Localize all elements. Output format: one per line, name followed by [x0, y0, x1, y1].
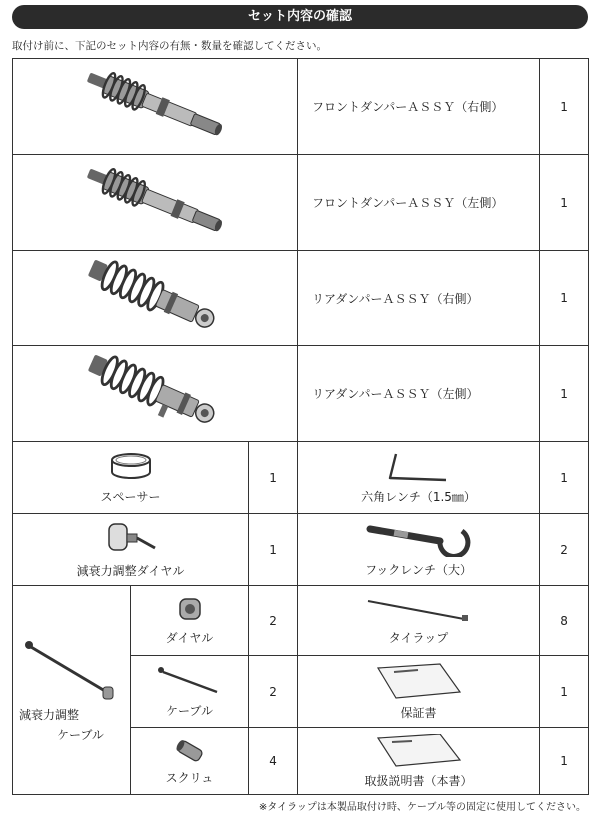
hook-wrench-qty: 2 — [540, 514, 589, 586]
spacer-label: スペーサー — [100, 490, 161, 504]
cable-cell — [131, 656, 249, 728]
table-row — [13, 586, 589, 656]
damper-name: フロントダンパーＡＳＳＹ（左側） — [298, 155, 540, 251]
cable-tie-qty: 8 — [540, 586, 589, 656]
damper-qty: 1 — [540, 155, 589, 251]
damper-qty: 1 — [540, 59, 589, 155]
table-row — [13, 514, 589, 586]
cable-group-cell — [13, 586, 131, 795]
spacer-icon — [106, 450, 156, 484]
manual-cell — [298, 728, 540, 795]
set-contents-table — [12, 58, 589, 795]
warranty-card-icon — [374, 662, 464, 700]
damper-qty: 1 — [540, 346, 589, 442]
warranty-label: 保証書 — [400, 706, 437, 720]
hex-wrench-qty: 1 — [540, 442, 589, 514]
cable-icon — [155, 664, 225, 698]
rear-damper-right-icon — [75, 257, 235, 337]
screw-qty: 4 — [249, 728, 298, 795]
front-damper-left-image — [13, 155, 298, 251]
cable-group-label-1: 減衰力調整 — [19, 708, 80, 722]
adjust-dial-cell — [13, 514, 249, 586]
dial-label: ダイヤル — [165, 631, 214, 645]
intro-text: 取付け前に、下記のセット内容の有無・数量を確認してください。 — [12, 40, 327, 52]
cable-assembly-icon — [19, 635, 119, 705]
adjust-dial-label: 減衰力調整ダイヤル — [76, 564, 185, 578]
dial-icon — [175, 595, 205, 625]
cable-group-label-2: ケーブル — [57, 728, 104, 742]
table-row — [13, 155, 589, 251]
hex-wrench-label: 六角レンチ（1.5㎜） — [361, 490, 476, 504]
warranty-cell — [298, 656, 540, 728]
manual-label: 取扱説明書（本書） — [364, 773, 473, 788]
damper-name: リアダンパーＡＳＳＹ（右側） — [298, 251, 540, 346]
table-row — [13, 346, 589, 442]
adjust-dial-icon — [101, 520, 161, 558]
cable-tie-cell — [298, 586, 540, 656]
page-title: セット内容の確認 — [12, 5, 588, 29]
warranty-qty: 1 — [540, 656, 589, 728]
dial-qty: 2 — [249, 586, 298, 656]
cable-tie-icon — [364, 595, 474, 625]
dial-cell — [131, 586, 249, 656]
cable-label: ケーブル — [166, 704, 213, 718]
front-damper-right-image — [13, 59, 298, 155]
damper-name: フロントダンパーＡＳＳＹ（右側） — [298, 59, 540, 155]
front-damper-left-icon — [75, 161, 235, 241]
cable-tie-label: タイラップ — [388, 631, 449, 645]
table-row — [13, 59, 589, 155]
manual-icon — [374, 734, 464, 768]
front-damper-right-icon — [75, 65, 235, 145]
screw-icon — [170, 737, 210, 765]
hook-wrench-label: フックレンチ（大） — [365, 563, 472, 577]
table-row — [13, 442, 589, 514]
table-row — [13, 251, 589, 346]
rear-damper-left-icon — [75, 352, 235, 432]
spacer-cell — [13, 442, 249, 514]
manual-qty: 1 — [540, 728, 589, 795]
rear-damper-right-image — [13, 251, 298, 346]
adjust-dial-qty: 1 — [249, 514, 298, 586]
screw-label: スクリュ — [165, 770, 214, 785]
damper-qty: 1 — [540, 251, 589, 346]
spacer-qty: 1 — [249, 442, 298, 514]
hook-wrench-icon — [364, 521, 474, 557]
footnote: ※タイラップは本製品取付け時、ケーブル等の固定に使用してください。 — [258, 802, 586, 813]
damper-name: リアダンパーＡＳＳＹ（左側） — [298, 346, 540, 442]
rear-damper-left-image — [13, 346, 298, 442]
hook-wrench-cell — [298, 514, 540, 586]
hex-wrench-icon — [384, 450, 454, 484]
hex-wrench-cell — [298, 442, 540, 514]
screw-cell — [131, 728, 249, 795]
cable-qty: 2 — [249, 656, 298, 728]
